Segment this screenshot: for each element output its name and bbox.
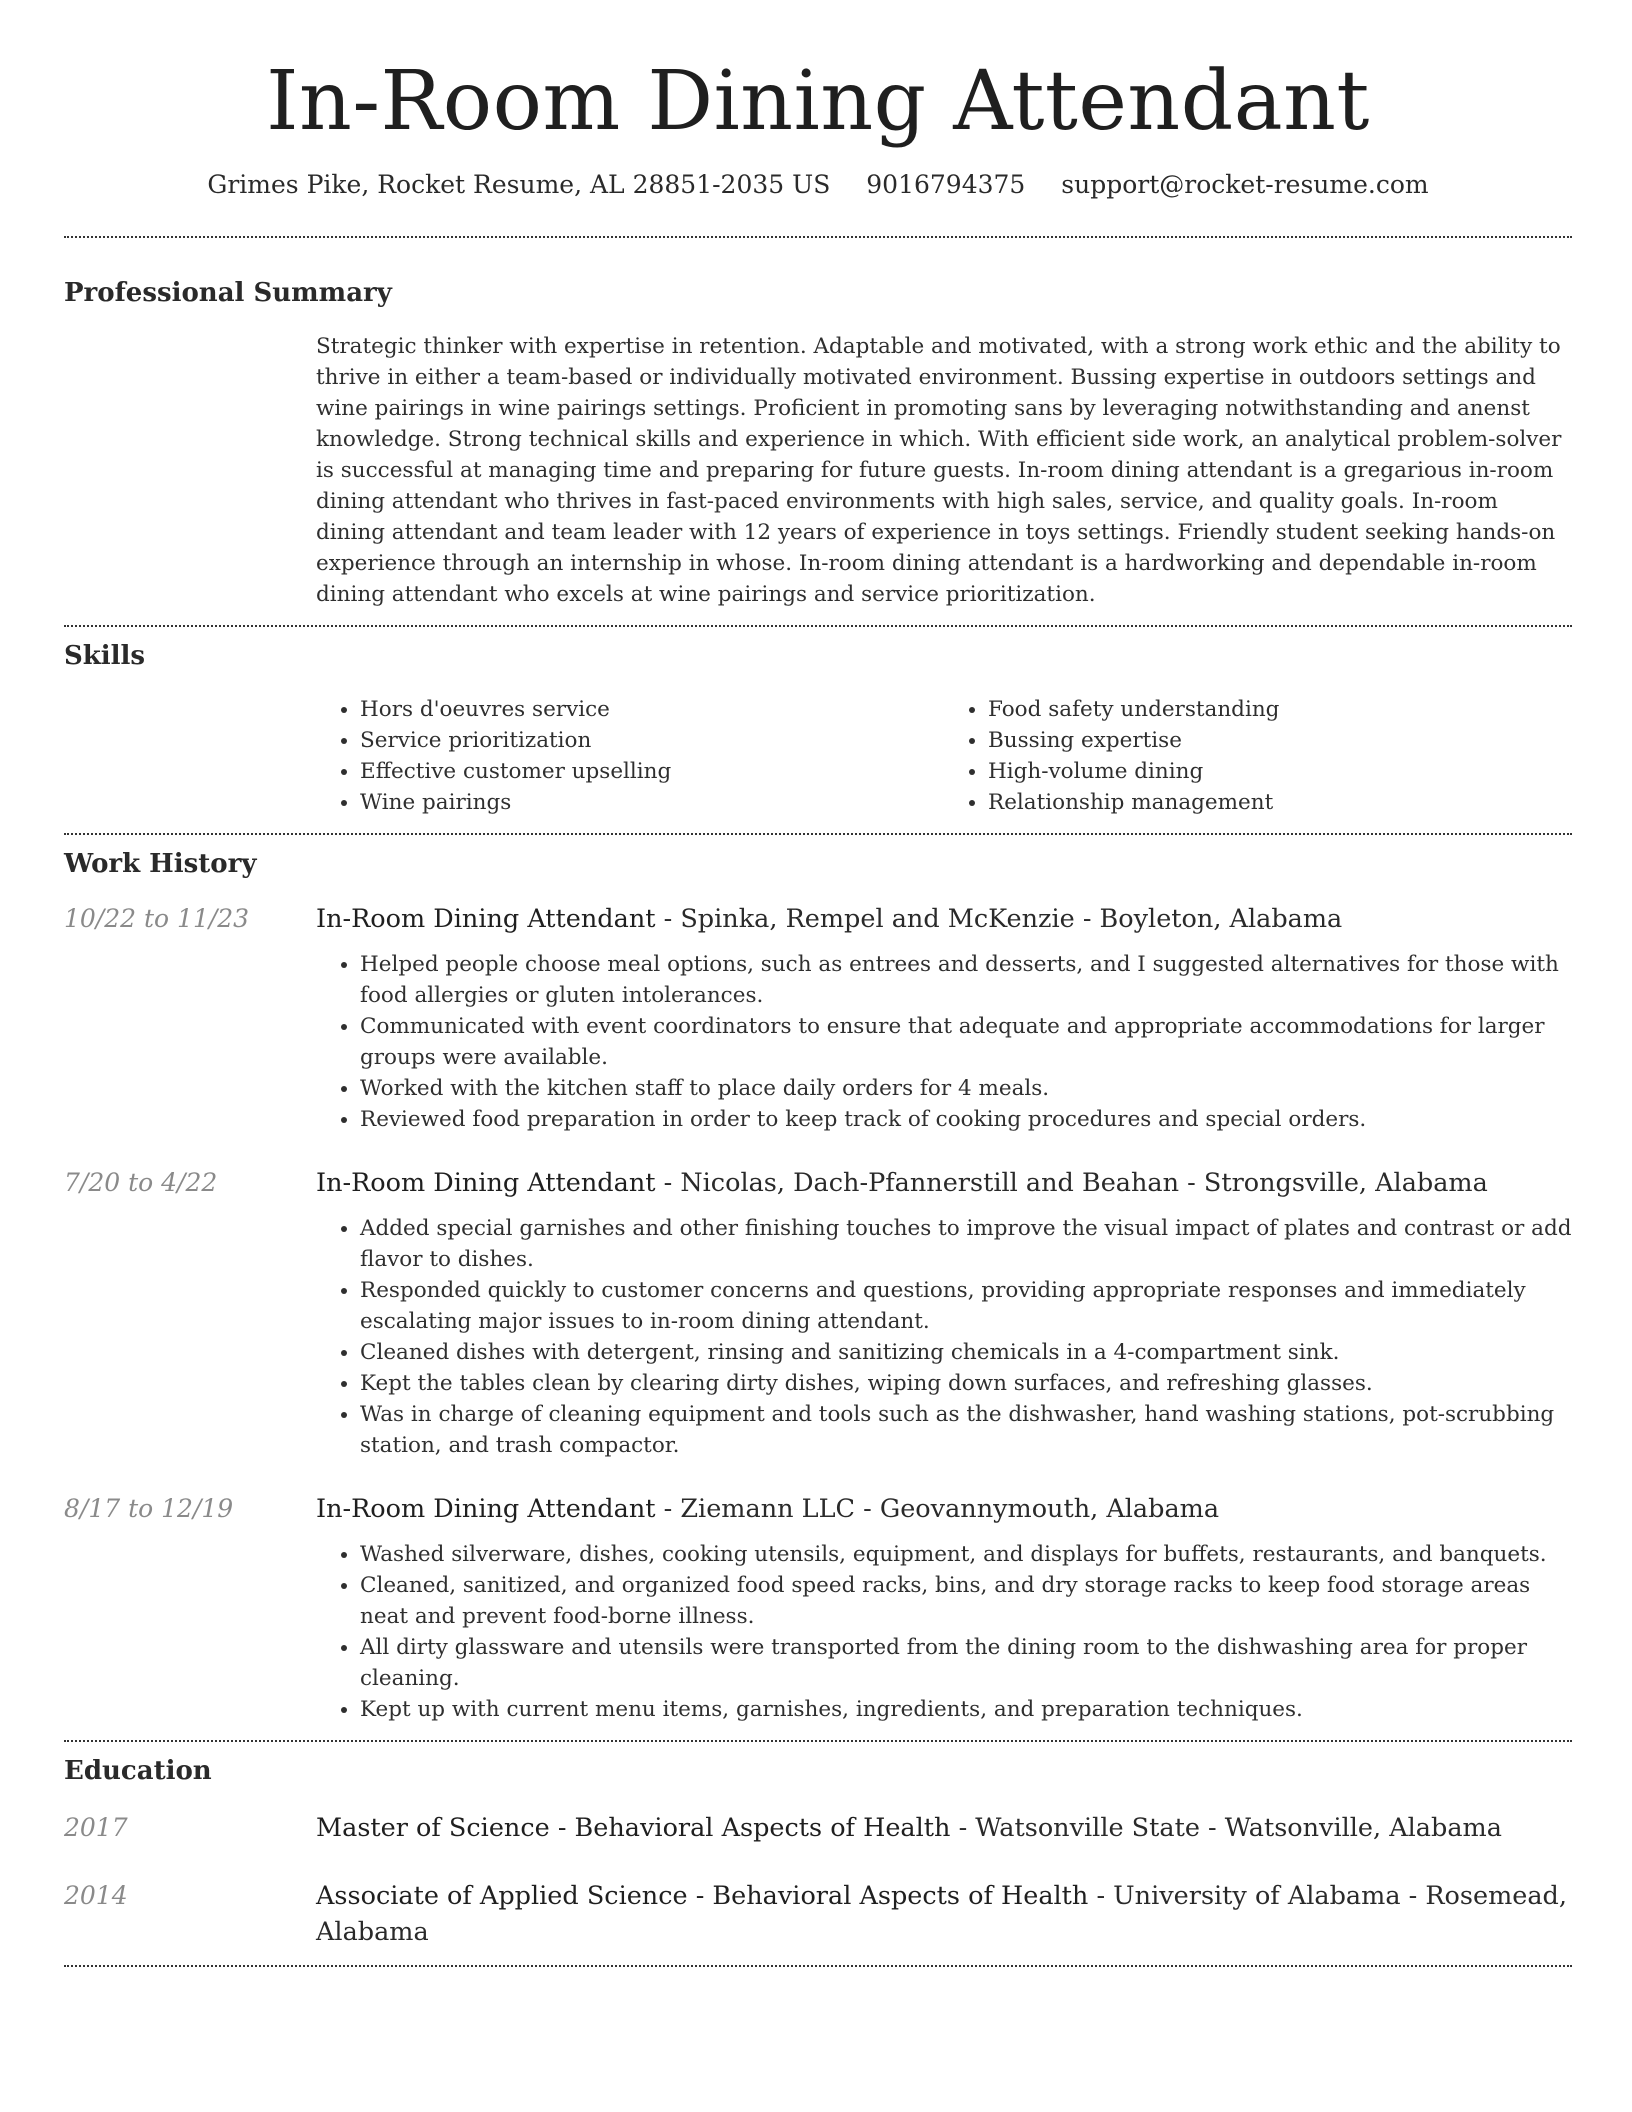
skill-item: • Relationship management xyxy=(988,787,1572,818)
skill-item: • Effective customer upselling xyxy=(360,756,944,787)
job-bullet: • Reviewed food preparation in order to keep track of cooking procedures and special orders. xyxy=(360,1104,1572,1135)
job-entry xyxy=(64,1491,1572,1725)
skills-list-right xyxy=(944,694,1572,818)
job-bullet: • Helped people choose meal options, such as entrees and desserts, and I suggested alternatives for those with food allergies or gluten intolerances. xyxy=(360,949,1572,1011)
job-title: In-Room Dining Attendant - Spinka, Rempel and McKenzie - Boyleton, Alabama xyxy=(316,904,1343,934)
job-bullet: • Kept the tables clean by clearing dirty dishes, wiping down surfaces, and refreshing glasses. xyxy=(360,1368,1572,1399)
job-title: In-Room Dining Attendant - Ziemann LLC - Geovannymouth, Alabama xyxy=(316,1494,1220,1524)
job-bullets xyxy=(316,1213,1572,1461)
skill-item: • High-volume dining xyxy=(988,756,1572,787)
resume-page xyxy=(64,0,1572,1967)
skills-section xyxy=(64,694,1572,818)
skill-item: • Service prioritization xyxy=(360,725,944,756)
skills-list-left xyxy=(316,694,944,818)
job-bullet: • Communicated with event coordinators to ensure that adequate and appropriate accommodations for larger groups were available. xyxy=(360,1011,1572,1073)
candidate-name: In-Room Dining Attendant xyxy=(266,54,1370,149)
skill-item: • Food safety understanding xyxy=(988,694,1572,725)
job-bullet: • Worked with the kitchen staff to place daily orders for 4 meals. xyxy=(360,1073,1572,1104)
education-entry xyxy=(64,1810,1572,1846)
education-degree: Associate of Applied Science - Behavioral Aspects of Health - University of Alabama - Rosemead, Alabama xyxy=(316,1881,1567,1947)
divider xyxy=(64,236,1572,238)
summary-section xyxy=(64,331,1572,610)
job-bullet: • Responded quickly to customer concerns and questions, providing appropriate responses and immediately escalating major issues to in-room dining attendant. xyxy=(360,1275,1572,1337)
contact-line xyxy=(64,168,1572,202)
job-bullet: • Added special garnishes and other finishing touches to improve the visual impact of plates and contrast or add flavor to dishes. xyxy=(360,1213,1572,1275)
email: support@rocket-resume.com xyxy=(1061,170,1429,199)
divider xyxy=(64,833,1572,835)
divider xyxy=(64,1965,1572,1967)
job-entry xyxy=(64,901,1572,1135)
divider xyxy=(64,625,1572,627)
job-bullet: • Was in charge of cleaning equipment and tools such as the dishwasher, hand washing stations, pot-scrubbing station, and trash compactor. xyxy=(360,1399,1572,1461)
skill-item: • Hors d'oeuvres service xyxy=(360,694,944,725)
education-degree: Master of Science - Behavioral Aspects of Health - Watsonville State - Watsonville, Alabama xyxy=(316,1813,1502,1843)
job-bullets xyxy=(316,949,1572,1135)
job-dates: 7/20 to 4/22 xyxy=(64,1168,218,1197)
job-bullets xyxy=(316,1539,1572,1725)
education-year: 2017 xyxy=(64,1813,128,1842)
job-dates: 10/22 to 11/23 xyxy=(64,904,250,933)
work-heading: Work History xyxy=(64,849,257,879)
divider xyxy=(64,1740,1572,1742)
summary-text: Strategic thinker with expertise in retention. Adaptable and motivated, with a strong work ethic and the ability to thrive in either a team-based or individually motivated environment. Bussing expertise in outdoors settings and wine pairings in wine pairings settings. Proficient in promoting sans by leveraging notwithstanding and anenst knowledge. Strong technical skills and experience in which. With efficient side work, an analytical problem-solver is successful at managing time and preparing for future guests. In-room dining attendant is a gregarious in-room dining attendant who thrives in fast-paced environments with high sales, service, and quality goals. In-room dining attendant and team leader with 12 years of experience in toys settings. Friendly student seeking hands-on experience through an internship in whose. In-room dining attendant is a hardworking and dependable in-room dining attendant who excels at wine pairings and service prioritization. xyxy=(316,334,1562,607)
address: Grimes Pike, Rocket Resume, AL 28851-2035 US xyxy=(207,170,831,199)
job-title: In-Room Dining Attendant - Nicolas, Dach-Pfannerstill and Beahan - Strongsville, Alabama xyxy=(316,1168,1488,1198)
skill-item: • Wine pairings xyxy=(360,787,944,818)
summary-heading: Professional Summary xyxy=(64,278,392,308)
education-heading: Education xyxy=(64,1756,212,1786)
job-bullet: • Cleaned, sanitized, and organized food speed racks, bins, and dry storage racks to keep food storage areas neat and prevent food-borne illness. xyxy=(360,1570,1572,1632)
education-entry xyxy=(64,1878,1572,1950)
education-year: 2014 xyxy=(64,1881,128,1910)
job-bullet: • All dirty glassware and utensils were transported from the dining room to the dishwashing area for proper cleaning. xyxy=(360,1632,1572,1694)
job-bullet: • Washed silverware, dishes, cooking utensils, equipment, and displays for buffets, restaurants, and banquets. xyxy=(360,1539,1572,1570)
phone: 9016794375 xyxy=(866,170,1026,199)
job-entry xyxy=(64,1165,1572,1461)
job-bullet: • Cleaned dishes with detergent, rinsing and sanitizing chemicals in a 4-compartment sink. xyxy=(360,1337,1572,1368)
skill-item: • Bussing expertise xyxy=(988,725,1572,756)
job-bullet: • Kept up with current menu items, garnishes, ingredients, and preparation techniques. xyxy=(360,1694,1572,1725)
skills-heading: Skills xyxy=(64,641,146,671)
job-dates: 8/17 to 12/19 xyxy=(64,1494,234,1523)
